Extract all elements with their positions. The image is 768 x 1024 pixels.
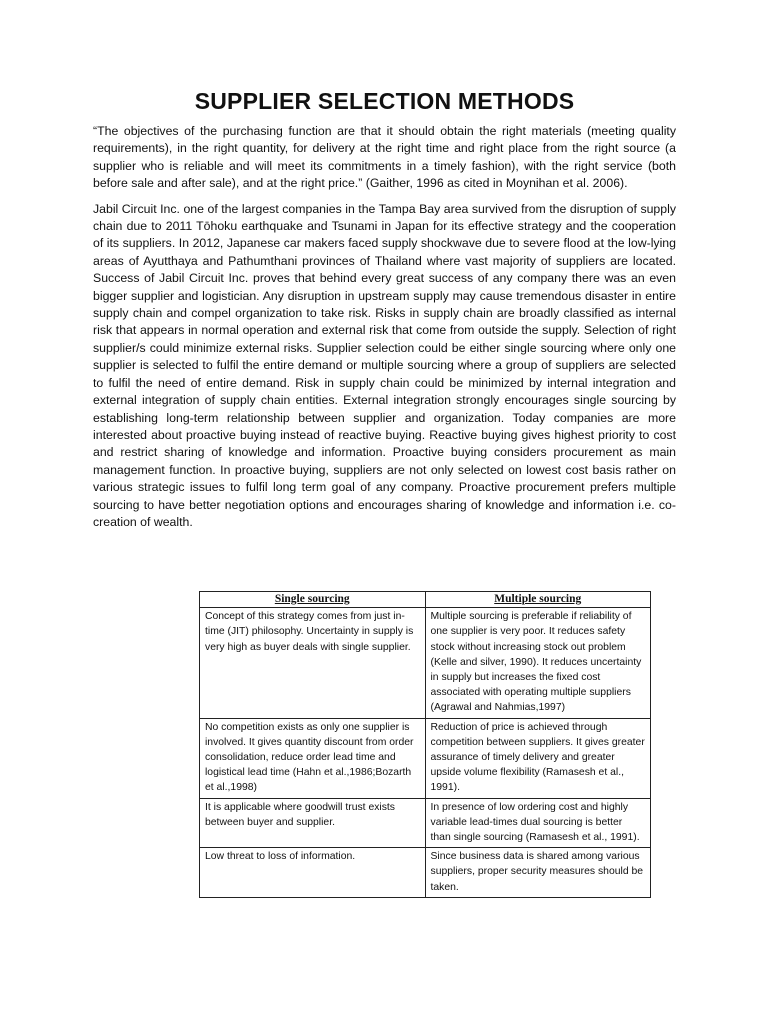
table-row xyxy=(200,718,651,798)
single-sourcing-cell: Concept of this strategy comes from just in-time (JIT) philosophy. Uncertainty in supply is very high as buyer deals with single supplier. xyxy=(200,608,426,718)
multiple-sourcing-cell: In presence of low ordering cost and highly variable lead-times dual sourcing is better than single sourcing (Ramasesh et al., 1991). xyxy=(425,798,651,848)
document-page xyxy=(93,88,676,539)
single-sourcing-cell: No competition exists as only one supplier is involved. It gives quantity discount from order consolidation, reduce order lead time and logistical lead time (Hahn et al.,1986;Bozarth et al.,1998) xyxy=(200,718,426,798)
single-sourcing-cell: Low threat to loss of information. xyxy=(200,848,426,898)
single-sourcing-cell: It is applicable where goodwill trust exists between buyer and supplier. xyxy=(200,798,426,848)
multiple-sourcing-cell: Since business data is shared among various suppliers, proper security measures should be taken. xyxy=(425,848,651,898)
header-single-sourcing: Single sourcing xyxy=(200,592,426,608)
header-multiple-sourcing: Multiple sourcing xyxy=(425,592,651,608)
multiple-sourcing-cell: Reduction of price is achieved through competition between suppliers. It gives greater assurance of timely delivery and greater upside volume flexibility (Ramasesh et al., 1991). xyxy=(425,718,651,798)
multiple-sourcing-cell: Multiple sourcing is preferable if reliability of one supplier is very poor. It reduces safety stock without increasing stock out problem (Kelle and silver, 1990). It reduces uncertainty in supply but increases the fixed cost associated with operating multiple suppliers (Agrawal and Nahmias,1997) xyxy=(425,608,651,718)
table-row xyxy=(200,608,651,718)
page-title: SUPPLIER SELECTION METHODS xyxy=(194,88,575,114)
sourcing-comparison-table xyxy=(199,591,651,898)
table-row xyxy=(200,848,651,898)
table-header-row xyxy=(200,592,651,608)
table-row xyxy=(200,798,651,848)
body-paragraph: Jabil Circuit Inc. one of the largest companies in the Tampa Bay area survived from the disruption of supply chain due to 2011 Tōhoku earthquake and Tsunami in Japan for its effective strategy and the cooperation of its suppliers. In 2012, Japanese car makers faced supply shockwave due to severe flood at the low-lying areas of Ayutthaya and Pathumthani provinces of Thailand where vast majority of suppliers are located. Success of Jabil Circuit Inc. proves that behind every great success of any company there was an even bigger supplier and logistician. Any disruption in upstream supply may cause tremendous disaster in entire supply chain and compel organization to take risk. Risks in supply chain are broadly classified as internal risk that appears in normal operation and external risk that come from outside the supply. Selection of right supplier/s could minimize external risks. Supplier selection could be either single sourcing where only one supplier is selected to fulfil the entire demand or multiple sourcing where a group of suppliers are selected to fulfil the need of entire demand. Risk in supply chain could be minimized by internal integration and external integration of supply chain entities. External integration strongly encourages single sourcing by establishing long-term relationship between supplier and organization. Today companies are more interested about proactive buying instead of reactive buying. Reactive buying gives highest priority to cost and restrict sharing of knowledge and information. Proactive buying considers procurement as main management function. In proactive buying, suppliers are not only selected on lowest cost basis rather on various strategic issues to fulfil long term goal of any company. Proactive procurement prefers multiple sourcing to have better negotiation options and encourages sharing of knowledge and information i.e. co-creation of wealth. xyxy=(93,201,676,529)
quote-paragraph: “The objectives of the purchasing function are that it should obtain the right materials (meeting quality requirements), in the right quantity, for delivery at the right time and right place from the right source (a supplier who is reliable and will meet its commitments in a timely fashion), with the right service (both before sale and after sale), and at the right price.” (Gaither, 1996 as cited in Moynihan et al. 2006). xyxy=(93,124,676,191)
